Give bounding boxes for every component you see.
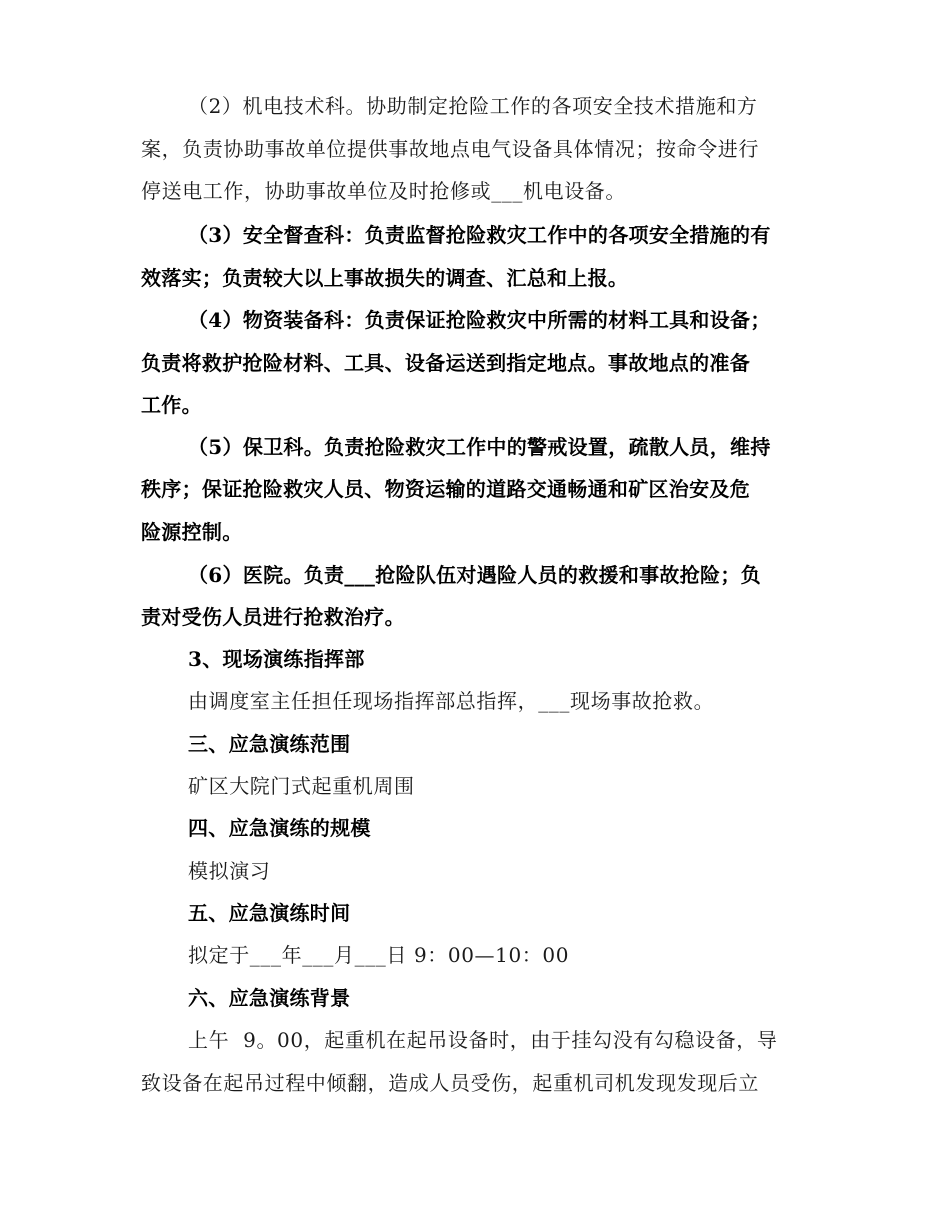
paragraph-3-line-1: （3）安全督查科：负责监督抢险救灾工作中的各项安全措施的有 <box>188 223 771 247</box>
section-heading-background: 六、应急演练背景 <box>188 986 351 1010</box>
paragraph-4-line-3: 工作。 <box>141 393 202 417</box>
paragraph-2-line-2: 案，负责协助事故单位提供事故地点电气设备具体情况；按命令进行 <box>141 137 759 161</box>
paragraph-2-line-1: （2）机电技术科。协助制定抢险工作的各项安全技术措施和方 <box>188 94 758 118</box>
section-body-command: 由调度室主任担任现场指挥部总指挥，___现场事故抢救。 <box>188 689 715 713</box>
section-heading-time: 五、应急演练时间 <box>188 901 351 925</box>
section-heading-scale: 四、应急演练的规模 <box>188 816 371 840</box>
paragraph-6-line-2: 责对受伤人员进行抢救治疗。 <box>141 605 405 629</box>
section-body-time: 拟定于___年___月___日 9：00—10：00 <box>188 943 570 967</box>
paragraph-4-line-1: （4）物资装备科：负责保证抢险救灾中所需的材料工具和设备； <box>188 308 771 332</box>
section-body-scope: 矿区大院门式起重机周围 <box>188 774 415 798</box>
paragraph-3-line-2: 效落实；负责较大以上事故损失的调查、汇总和上报。 <box>141 266 629 290</box>
paragraph-5-line-3: 险源控制。 <box>141 520 243 544</box>
paragraph-2-line-3: 停送电工作，协助事故单位及时抢修或___机电设备。 <box>141 179 626 203</box>
paragraph-5-line-2: 秩序；保证抢险救灾人员、物资运输的道路交通畅通和矿区治安及危 <box>141 477 750 501</box>
section-heading-command: 3、现场演练指挥部 <box>188 647 365 671</box>
background-line-2: 致设备在起吊过程中倾翻，造成人员受伤，起重机司机发现发现后立 <box>141 1071 759 1095</box>
paragraph-6-line-1: （6）医院。负责___抢险队伍对遇险人员的救援和事故抢险；负 <box>188 563 761 587</box>
paragraph-5-line-1: （5）保卫科。负责抢险救灾工作中的警戒设置，疏散人员，维持 <box>188 435 771 459</box>
paragraph-4-line-2: 负责将救护抢险材料、工具、设备运送到指定地点。事故地点的准备 <box>141 351 750 375</box>
section-heading-scope: 三、应急演练范围 <box>188 732 351 756</box>
background-line-1: 上午 9。00，起重机在起吊设备时，由于挂勾没有勾稳设备，导 <box>188 1028 778 1052</box>
section-body-scale: 模拟演习 <box>188 859 271 883</box>
